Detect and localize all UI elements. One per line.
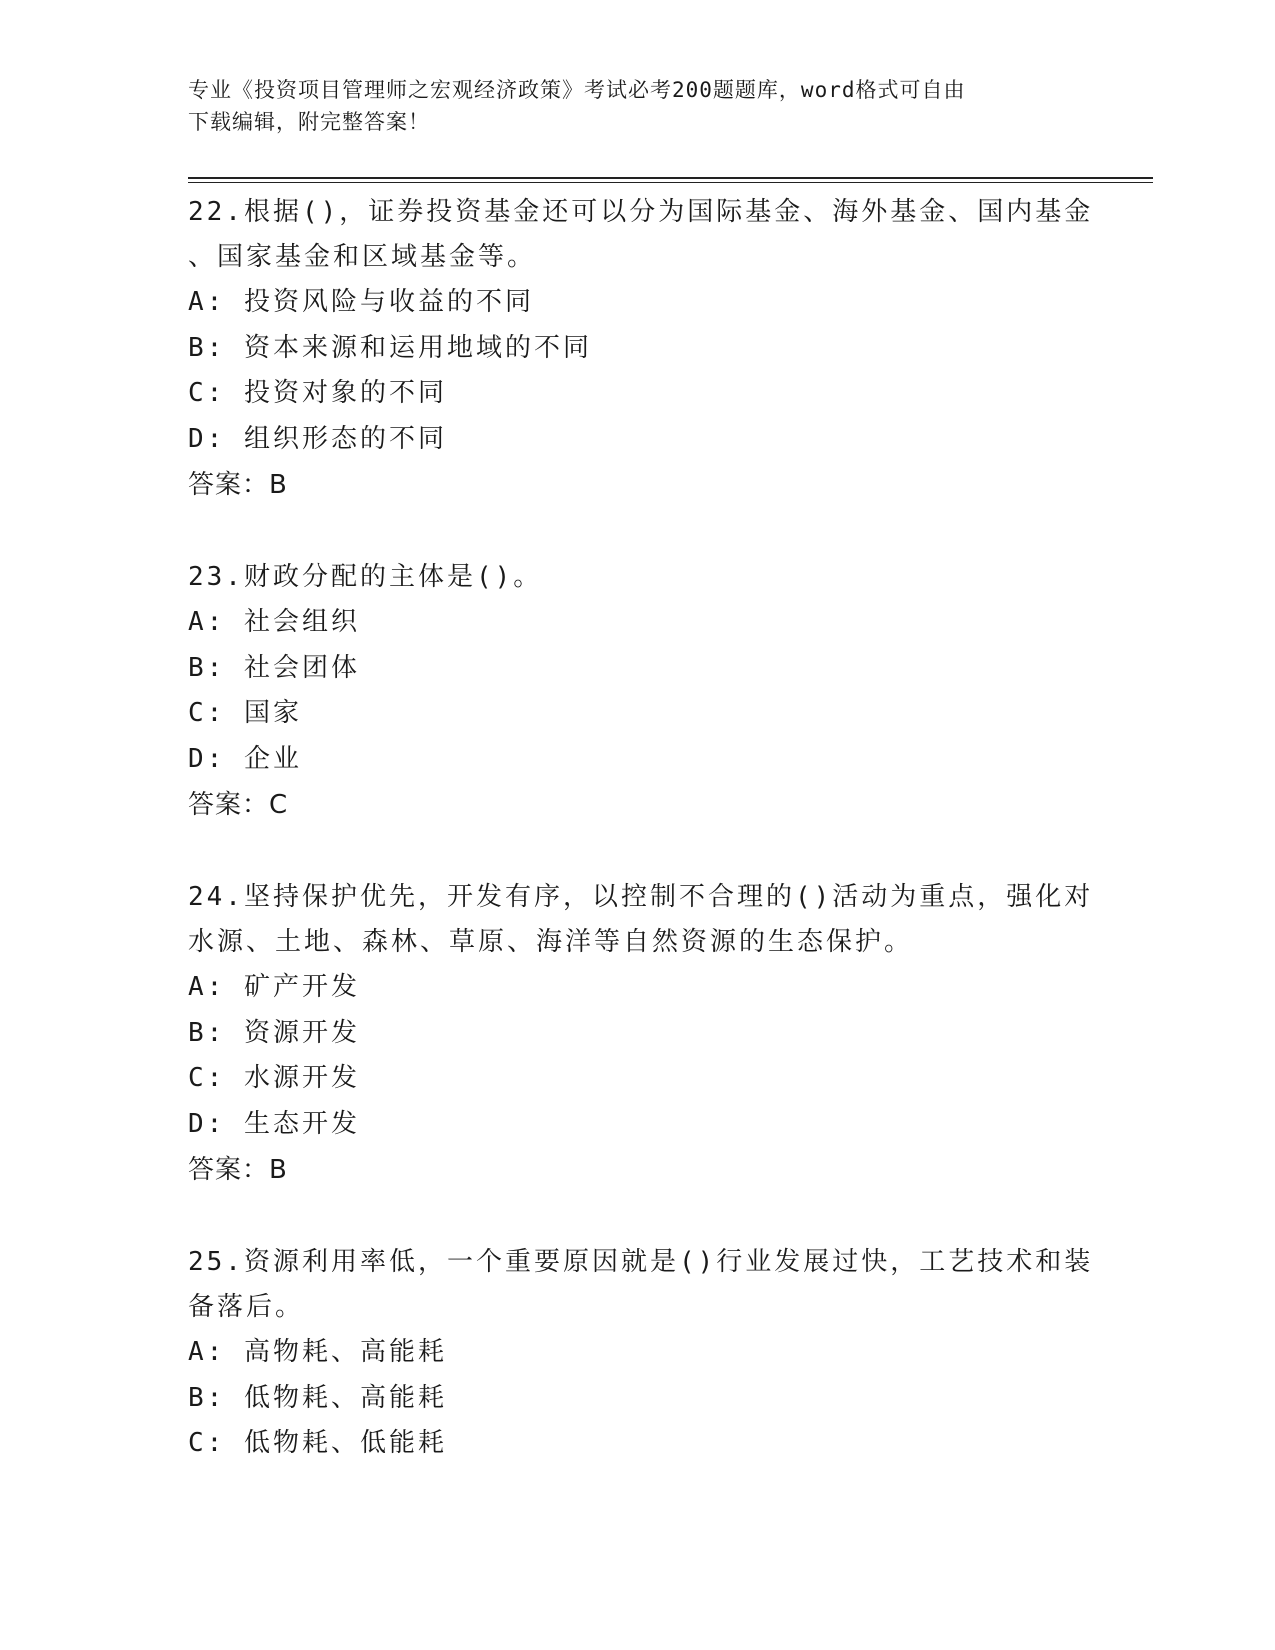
option-c: C: 低物耗、低能耗 bbox=[188, 1428, 447, 1458]
document-header bbox=[188, 74, 1088, 138]
header-line-1: 专业《投资项目管理师之宏观经济政策》考试必考200题题库，word格式可自由 bbox=[188, 78, 966, 102]
question-text-line: 备落后。 bbox=[188, 1292, 305, 1322]
question-25 bbox=[188, 1240, 1094, 1467]
question-24 bbox=[188, 875, 1094, 1193]
question-text-line: 、国家基金和区域基金等。 bbox=[188, 242, 537, 272]
option-c: C: 水源开发 bbox=[188, 1063, 360, 1093]
answer-text: 答案：B bbox=[188, 470, 288, 500]
question-text-line: 23.财政分配的主体是()。 bbox=[188, 562, 543, 592]
option-c: C: 国家 bbox=[188, 698, 302, 728]
header-divider-thin bbox=[188, 182, 1153, 183]
option-d: D: 生态开发 bbox=[188, 1108, 360, 1139]
option-b: B: 资本来源和运用地域的不同 bbox=[188, 332, 592, 363]
option-d: D: 企业 bbox=[188, 743, 302, 774]
option-a: A: 社会组织 bbox=[188, 607, 360, 637]
question-text-line: 25.资源利用率低，一个重要原因就是()行业发展过快，工艺技术和装 bbox=[188, 1247, 1094, 1277]
option-a: A: 高物耗、高能耗 bbox=[188, 1337, 447, 1367]
header-divider-thick bbox=[188, 177, 1153, 179]
answer-text: 答案：C bbox=[188, 790, 289, 820]
question-list bbox=[188, 190, 1094, 1514]
header-line-2: 下载编辑，附完整答案！ bbox=[188, 110, 430, 134]
option-d: D: 组织形态的不同 bbox=[188, 423, 447, 454]
option-a: A: 矿产开发 bbox=[188, 972, 360, 1002]
question-text-line: 22.根据()，证券投资基金还可以分为国际基金、海外基金、国内基金 bbox=[188, 197, 1094, 227]
option-b: B: 社会团体 bbox=[188, 652, 360, 683]
option-c: C: 投资对象的不同 bbox=[188, 378, 447, 408]
option-a: A: 投资风险与收益的不同 bbox=[188, 287, 534, 317]
question-text-line: 24.坚持保护优先，开发有序，以控制不合理的()活动为重点，强化对 bbox=[188, 882, 1094, 912]
option-b: B: 低物耗、高能耗 bbox=[188, 1382, 447, 1413]
question-22 bbox=[188, 190, 1094, 508]
answer-text: 答案：B bbox=[188, 1155, 288, 1185]
question-text-line: 水源、土地、森林、草原、海洋等自然资源的生态保护。 bbox=[188, 927, 914, 957]
option-b: B: 资源开发 bbox=[188, 1017, 360, 1048]
question-23 bbox=[188, 555, 1088, 828]
